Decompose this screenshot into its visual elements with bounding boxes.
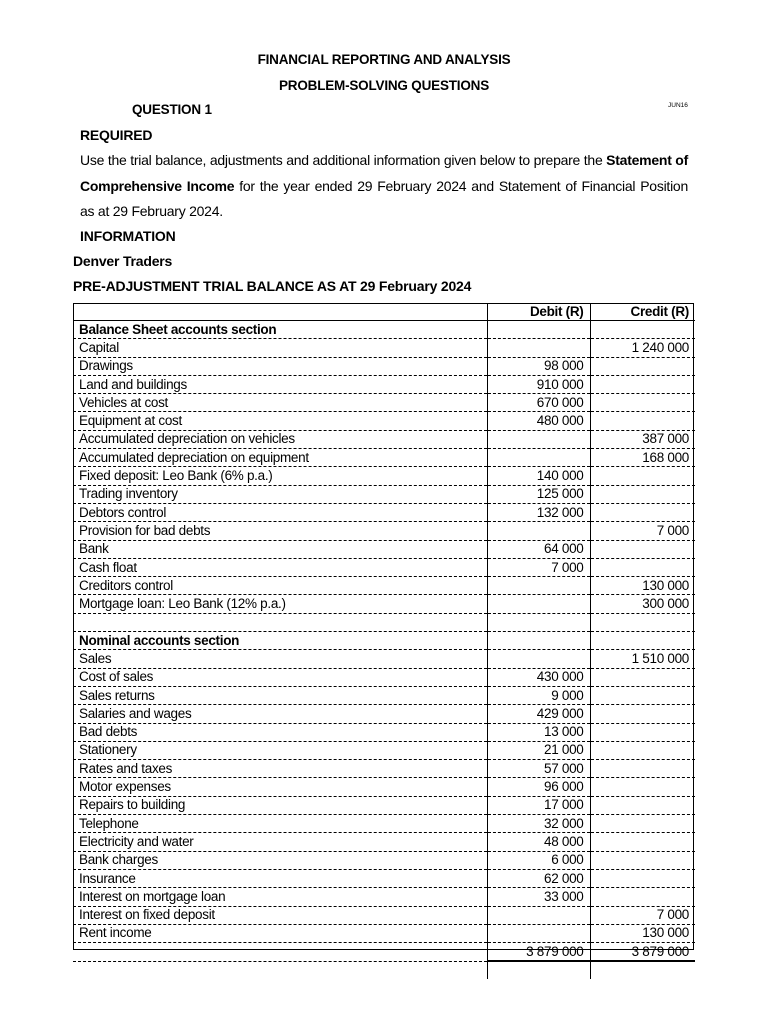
row-label: Nominal accounts section bbox=[73, 632, 487, 650]
credit-cell bbox=[590, 668, 695, 686]
table-row bbox=[73, 449, 695, 467]
credit-cell bbox=[590, 632, 695, 650]
credit-cell bbox=[590, 558, 695, 576]
table-row bbox=[73, 540, 695, 558]
credit-cell bbox=[590, 796, 695, 814]
required-bold-statement: Statement of Comprehensive Income bbox=[80, 152, 688, 194]
row-label bbox=[73, 943, 487, 962]
credit-cell: 168 000 bbox=[590, 449, 695, 467]
row-label: Trading inventory bbox=[73, 485, 487, 503]
row-label: Vehicles at cost bbox=[73, 394, 487, 412]
required-text-2: for the year ended 29 February 2024 and Statement of Financial Position as at 29 February 2024. bbox=[80, 177, 689, 219]
question-heading: QUESTION 1 bbox=[132, 102, 212, 117]
table-row bbox=[73, 869, 695, 887]
row-label: Bank bbox=[73, 540, 487, 558]
credit-cell bbox=[590, 961, 695, 979]
row-label: Fixed deposit: Leo Bank (6% p.a.) bbox=[73, 467, 487, 485]
credit-cell bbox=[590, 705, 695, 723]
row-label: Accumulated depreciation on vehicles bbox=[73, 430, 487, 448]
table-header-row bbox=[73, 303, 695, 321]
debit-cell bbox=[487, 522, 590, 540]
table-row bbox=[73, 833, 695, 851]
table-row bbox=[73, 760, 695, 778]
section-row bbox=[73, 321, 695, 339]
debit-cell: 57 000 bbox=[487, 760, 590, 778]
debit-cell: 7 000 bbox=[487, 558, 590, 576]
debit-cell: 21 000 bbox=[487, 741, 590, 759]
credit-cell bbox=[590, 869, 695, 887]
credit-cell: 300 000 bbox=[590, 595, 695, 613]
row-label: Rent income bbox=[73, 924, 487, 942]
debit-cell: 64 000 bbox=[487, 540, 590, 558]
debit-cell: 910 000 bbox=[487, 375, 590, 393]
debit-cell: 33 000 bbox=[487, 888, 590, 906]
table-row bbox=[73, 412, 695, 430]
table-row bbox=[73, 339, 695, 357]
row-label: Cash float bbox=[73, 558, 487, 576]
row-label: Electricity and water bbox=[73, 833, 487, 851]
table-row bbox=[73, 723, 695, 741]
row-label: Provision for bad debts bbox=[73, 522, 487, 540]
blank-row bbox=[73, 961, 695, 979]
credit-cell bbox=[590, 723, 695, 741]
row-label: Balance Sheet accounts section bbox=[73, 321, 487, 339]
credit-cell bbox=[590, 503, 695, 521]
trial-balance-table bbox=[73, 303, 695, 979]
row-label: Salaries and wages bbox=[73, 705, 487, 723]
table-row bbox=[73, 650, 695, 668]
row-label: Bad debts bbox=[73, 723, 487, 741]
credit-cell bbox=[590, 760, 695, 778]
credit-cell: 7 000 bbox=[590, 522, 695, 540]
credit-cell bbox=[590, 467, 695, 485]
debit-cell bbox=[487, 924, 590, 942]
credit-cell bbox=[590, 686, 695, 704]
debit-cell bbox=[487, 595, 590, 613]
debit-cell: 140 000 bbox=[487, 467, 590, 485]
debit-cell: 429 000 bbox=[487, 705, 590, 723]
debit-cell: 32 000 bbox=[487, 815, 590, 833]
table-row bbox=[73, 394, 695, 412]
table-row bbox=[73, 522, 695, 540]
table-row bbox=[73, 357, 695, 375]
table-row bbox=[73, 888, 695, 906]
debit-cell: 62 000 bbox=[487, 869, 590, 887]
debit-cell: 48 000 bbox=[487, 833, 590, 851]
credit-cell: 1 510 000 bbox=[590, 650, 695, 668]
row-label: Land and buildings bbox=[73, 375, 487, 393]
document-subtitle: PROBLEM-SOLVING QUESTIONS bbox=[278, 78, 489, 93]
table-row bbox=[73, 595, 695, 613]
row-label: Interest on mortgage loan bbox=[73, 888, 487, 906]
credit-cell bbox=[590, 778, 695, 796]
table-row bbox=[73, 577, 695, 595]
row-label: Repairs to building bbox=[73, 796, 487, 814]
debit-cell: 125 000 bbox=[487, 485, 590, 503]
credit-header: Credit (R) bbox=[590, 303, 695, 321]
company-name: Denver Traders bbox=[73, 253, 173, 269]
table-row bbox=[73, 924, 695, 942]
table-row bbox=[73, 503, 695, 521]
credit-cell bbox=[590, 613, 695, 631]
debit-cell bbox=[487, 650, 590, 668]
debit-cell bbox=[487, 613, 590, 631]
credit-cell bbox=[590, 540, 695, 558]
table-row bbox=[73, 778, 695, 796]
required-heading: REQUIRED bbox=[80, 127, 153, 143]
row-label: Interest on fixed deposit bbox=[73, 906, 487, 924]
row-label: Accumulated depreciation on equipment bbox=[73, 449, 487, 467]
credit-cell bbox=[590, 357, 695, 375]
debit-cell: 13 000 bbox=[487, 723, 590, 741]
table-row bbox=[73, 851, 695, 869]
table-row bbox=[73, 668, 695, 686]
section-row bbox=[73, 632, 695, 650]
debit-cell bbox=[487, 577, 590, 595]
debit-cell: 96 000 bbox=[487, 778, 590, 796]
debit-cell bbox=[487, 430, 590, 448]
debit-cell bbox=[487, 449, 590, 467]
credit-cell bbox=[590, 375, 695, 393]
table-row bbox=[73, 815, 695, 833]
table-row bbox=[73, 485, 695, 503]
row-label: Drawings bbox=[73, 357, 487, 375]
row-label: Creditors control bbox=[73, 577, 487, 595]
credit-cell bbox=[590, 888, 695, 906]
debit-cell: 670 000 bbox=[487, 394, 590, 412]
credit-cell bbox=[590, 412, 695, 430]
table-row bbox=[73, 741, 695, 759]
debit-cell: 132 000 bbox=[487, 503, 590, 521]
credit-cell: 7 000 bbox=[590, 906, 695, 924]
debit-cell: 9 000 bbox=[487, 686, 590, 704]
debit-cell bbox=[487, 961, 590, 979]
row-label: Mortgage loan: Leo Bank (12% p.a.) bbox=[73, 595, 487, 613]
row-label: Debtors control bbox=[73, 503, 487, 521]
credit-cell bbox=[590, 833, 695, 851]
row-label: Sales bbox=[73, 650, 487, 668]
required-text-1: Use the trial balance, adjustments and additional information given below to prepare the bbox=[80, 152, 607, 168]
row-label bbox=[73, 961, 487, 979]
row-label: Insurance bbox=[73, 869, 487, 887]
debit-cell: 17 000 bbox=[487, 796, 590, 814]
credit-cell: 3 879 000 bbox=[590, 943, 695, 962]
debit-cell: 6 000 bbox=[487, 851, 590, 869]
credit-cell bbox=[590, 485, 695, 503]
table-row bbox=[73, 686, 695, 704]
row-label: Stationery bbox=[73, 741, 487, 759]
debit-cell: 98 000 bbox=[487, 357, 590, 375]
debit-cell bbox=[487, 906, 590, 924]
row-label: Motor expenses bbox=[73, 778, 487, 796]
table-row bbox=[73, 467, 695, 485]
document-title: FINANCIAL REPORTING AND ANALYSIS bbox=[257, 52, 511, 67]
table-row bbox=[73, 375, 695, 393]
table-row bbox=[73, 906, 695, 924]
table-row bbox=[73, 705, 695, 723]
table-row bbox=[73, 430, 695, 448]
required-paragraph bbox=[80, 148, 688, 225]
credit-cell bbox=[590, 741, 695, 759]
table-row bbox=[73, 558, 695, 576]
exam-code: JUN16 bbox=[668, 102, 688, 109]
trial-balance-title: PRE-ADJUSTMENT TRIAL BALANCE AS AT 29 February 2024 bbox=[73, 278, 472, 294]
table-row bbox=[73, 796, 695, 814]
debit-cell bbox=[487, 321, 590, 339]
row-label: Capital bbox=[73, 339, 487, 357]
row-label bbox=[73, 613, 487, 631]
row-label: Rates and taxes bbox=[73, 760, 487, 778]
header-blank bbox=[73, 303, 487, 321]
row-label: Equipment at cost bbox=[73, 412, 487, 430]
total-row bbox=[73, 943, 695, 962]
debit-cell bbox=[487, 632, 590, 650]
credit-cell: 130 000 bbox=[590, 924, 695, 942]
blank-row bbox=[73, 613, 695, 631]
credit-cell bbox=[590, 851, 695, 869]
debit-cell: 430 000 bbox=[487, 668, 590, 686]
credit-cell: 1 240 000 bbox=[590, 339, 695, 357]
credit-cell bbox=[590, 394, 695, 412]
debit-cell bbox=[487, 339, 590, 357]
row-label: Bank charges bbox=[73, 851, 487, 869]
credit-cell: 130 000 bbox=[590, 577, 695, 595]
credit-cell bbox=[590, 321, 695, 339]
debit-cell: 3 879 000 bbox=[487, 943, 590, 962]
debit-cell: 480 000 bbox=[487, 412, 590, 430]
credit-cell: 387 000 bbox=[590, 430, 695, 448]
debit-header: Debit (R) bbox=[487, 303, 590, 321]
row-label: Cost of sales bbox=[73, 668, 487, 686]
row-label: Sales returns bbox=[73, 686, 487, 704]
information-heading: INFORMATION bbox=[80, 228, 176, 244]
credit-cell bbox=[590, 815, 695, 833]
row-label: Telephone bbox=[73, 815, 487, 833]
